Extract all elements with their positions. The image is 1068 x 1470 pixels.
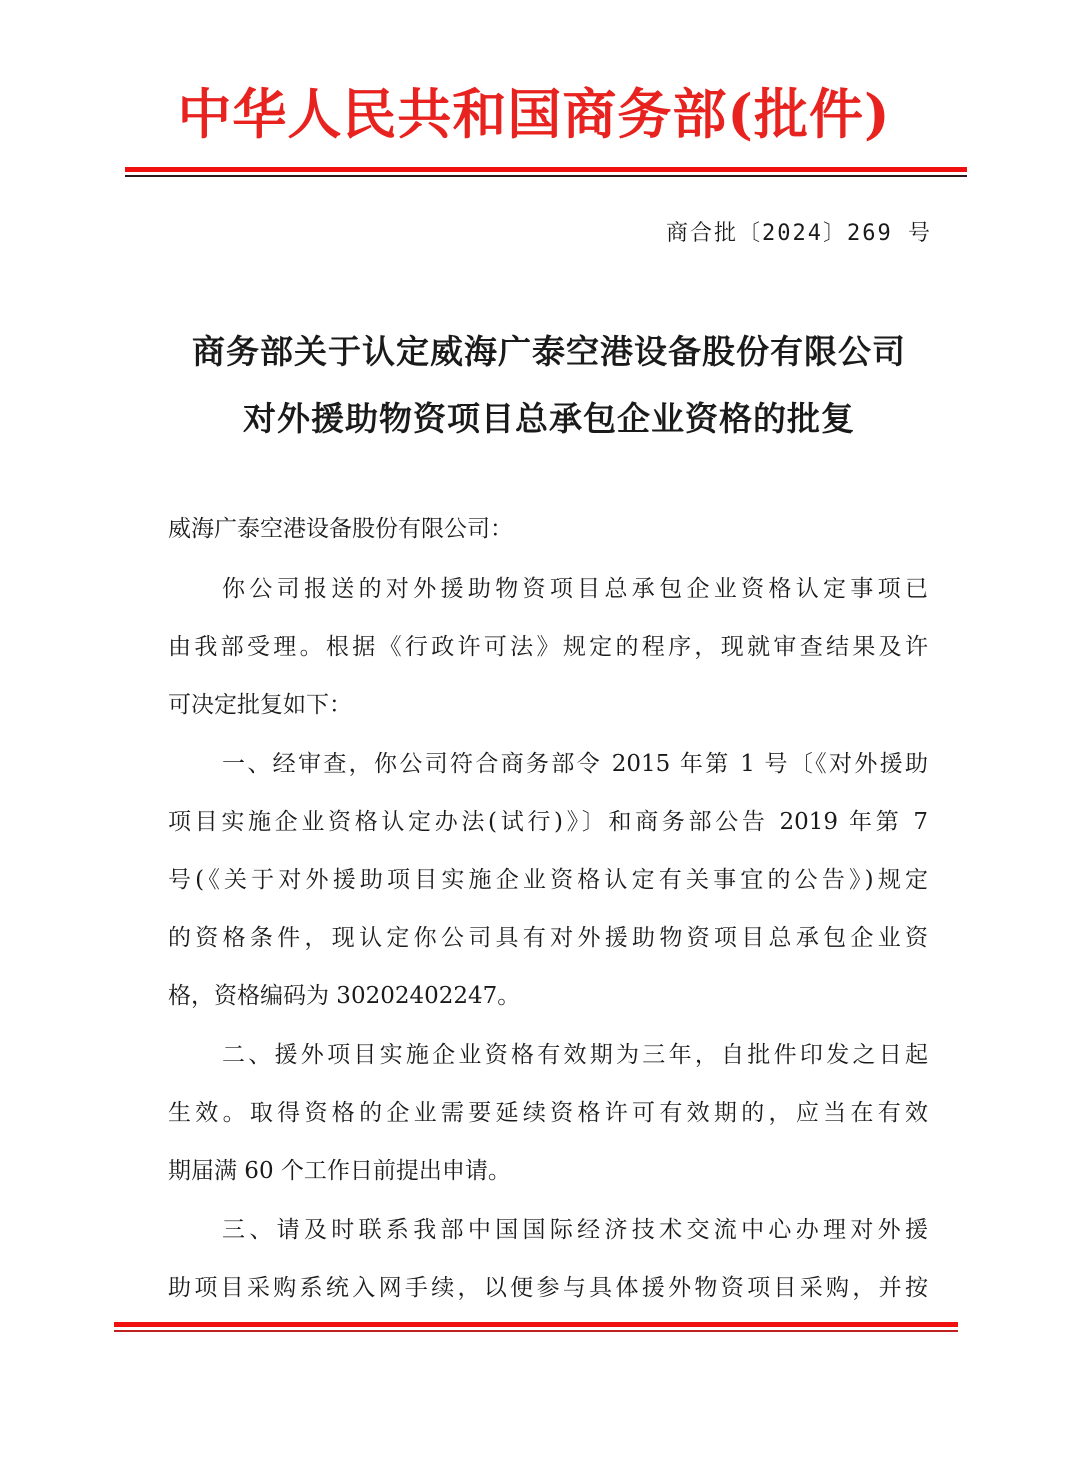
body-line: 期届满 60 个工作日前提出申请。 xyxy=(168,1158,511,1184)
body-line: 生效。取得资格的企业需要延续资格许可有效期的，应当在有效 xyxy=(168,1100,928,1126)
document-number: 商合批〔2024〕269 号 xyxy=(666,221,932,246)
body-line: 你公司报送的对外援助物资项目总承包企业资格认定事项已 xyxy=(222,576,928,602)
document-title-line-1: 商务部关于认定威海广泰空港设备股份有限公司 xyxy=(192,332,906,371)
document-title-line-2: 对外援助物资项目总承包企业资格的批复 xyxy=(243,399,855,438)
body-line: 二、援外项目实施企业资格有效期为三年，自批件印发之日起 xyxy=(222,1042,928,1068)
header-red-rule xyxy=(125,167,967,172)
footer-red-rule xyxy=(114,1322,958,1327)
body-line: 项目实施企业资格认定办法(试行)》〕和商务部公告 2019 年第 7 xyxy=(168,809,928,835)
body-line: 号(《关于对外援助项目实施企业资格认定有关事宜的公告》)规定 xyxy=(168,867,928,893)
body-line: 三、请及时联系我部中国国际经济技术交流中心办理对外援 xyxy=(222,1217,928,1243)
body-line: 助项目采购系统入网手续，以便参与具体援外物资项目采购，并按 xyxy=(168,1275,928,1301)
body-line: 由我部受理。根据《行政许可法》规定的程序，现就审查结果及许 xyxy=(168,634,928,660)
body-line: 的资格条件，现认定你公司具有对外援助物资项目总承包企业资 xyxy=(168,925,928,951)
body-line: 一、经审查，你公司符合商务部令 2015 年第 1 号〔《对外援助 xyxy=(222,751,928,777)
masthead-title: 中华人民共和国商务部(批件) xyxy=(177,82,891,146)
footer-thin-rule xyxy=(114,1330,958,1332)
body-line: 格，资格编码为 30202402247。 xyxy=(168,983,521,1009)
salutation: 威海广泰空港设备股份有限公司： xyxy=(168,516,513,542)
body-line: 可决定批复如下： xyxy=(168,692,352,718)
header-black-rule xyxy=(125,175,967,177)
